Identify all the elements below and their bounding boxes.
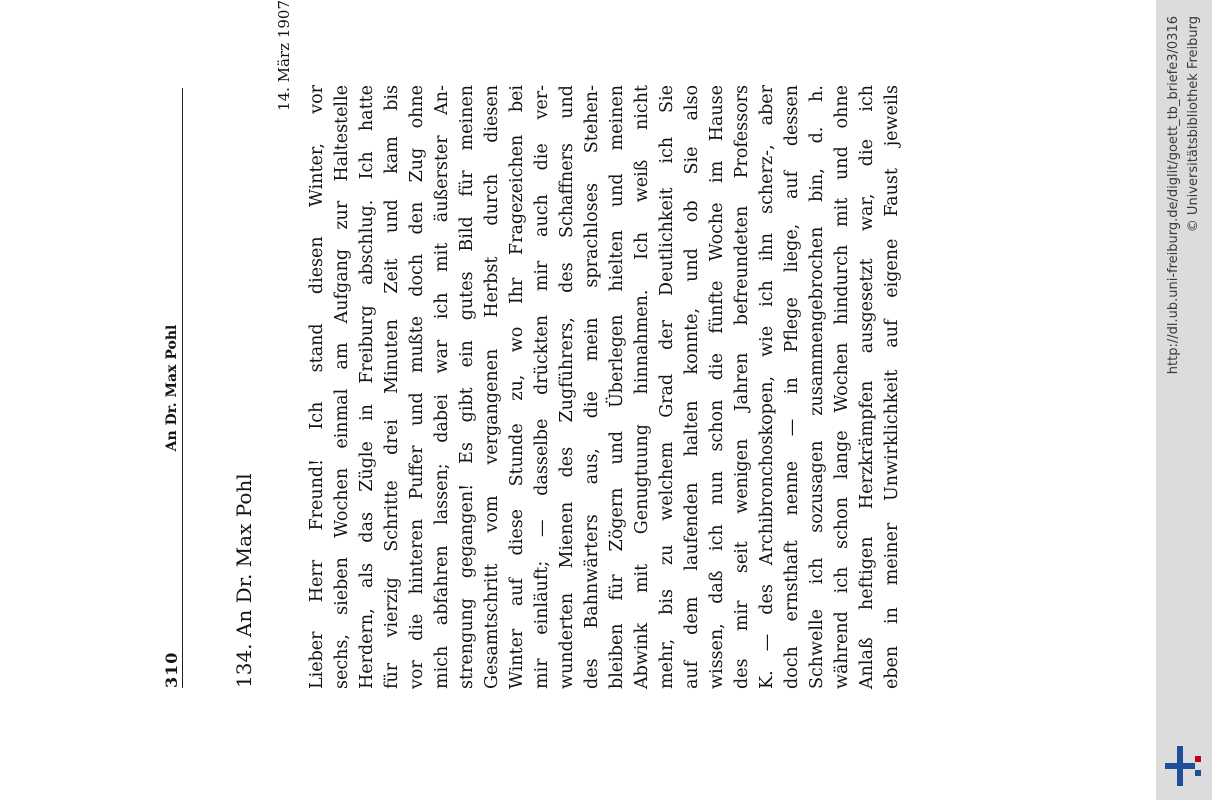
text-line: Winter auf diese Stunde zu, wo Ihr Fragezeichen bei <box>507 85 527 689</box>
text-line: mir einläuft; — dasselbe drückten mir auch die ver- <box>532 85 552 689</box>
letter-date: 14. März 1907 <box>275 0 293 111</box>
text-line: doch ernsthaft nenne — in Pflege liege, auf dessen <box>782 85 802 689</box>
text-line: bleiben für Zögern und Überlegen hielten und meinen <box>607 85 627 689</box>
text-line: eben in meiner Unwirklichkeit auf eigene Faust jeweils <box>882 85 902 689</box>
text-line: sechs, sieben Wochen einmal am Aufgang zur Haltestelle <box>332 85 352 689</box>
text-line: Schwelle ich sozusagen zusammengebrochen bin, d. h. <box>807 85 827 689</box>
page-number: 310 <box>162 651 181 688</box>
letter-heading: 134. An Dr. Max Pohl <box>232 473 256 688</box>
text-line: K. — des Archibronchoskopen, wie ich ihn scherz-, aber <box>757 85 777 689</box>
text-line: mich abfahren lassen; dabei war ich mit äußerster An- <box>432 85 452 689</box>
text-line: vor die hinteren Puffer und mußte doch den Zug ohne <box>407 85 427 689</box>
text-line: wunderten Mienen des Zugführers, des Schaffners und <box>557 85 577 689</box>
text-line: Anlaß heftigen Herzkrämpfen ausgesetzt war, die ich <box>857 85 877 689</box>
text-line: des Bahnwärters aus, die mein sprachloses Stehen- <box>582 85 602 689</box>
text-line: strengung gegangen! Es gibt ein gutes Bild für meinen <box>457 85 477 689</box>
text-line: wissen, daß ich nun schon die fünfte Woche im Hause <box>707 85 727 689</box>
text-line: Herdern, als das Zügle in Freiburg abschlug. Ich hatte <box>357 85 377 689</box>
text-line: Gesamtschritt vom vergangenen Herbst durch diesen <box>482 85 502 689</box>
sidebar-text <box>1164 10 1204 510</box>
text-line: für vierzig Schritte drei Minuten Zeit und kam bis <box>382 85 402 689</box>
source-url[interactable]: http://dl.ub.uni-freiburg.de/diglit/goett_tb_briefe3/0316 <box>1166 16 1181 375</box>
text-line: auf dem laufenden halten konnte, und ob Sie also <box>682 85 702 689</box>
text-line: während ich schon lange Wochen hindurch mit und ohne <box>832 85 852 689</box>
text-line: mehr, bis zu welchem Grad der Deutlichkeit ich Sie <box>657 85 677 689</box>
copyright-notice: © Universitätsbibliothek Freiburg <box>1186 16 1201 233</box>
running-header <box>162 88 183 688</box>
text-line: Abwink mit Genugtuung hinnahmen. Ich weiß nicht <box>632 85 652 689</box>
text-line: des mir seit wenigen Jahren befreundeten Professors <box>732 85 752 689</box>
text-line: Lieber Herr Freund! Ich stand diesen Winter, vor <box>307 85 327 689</box>
running-title: An Dr. Max Pohl <box>164 324 180 452</box>
ub-freiburg-logo-icon <box>1163 746 1205 786</box>
